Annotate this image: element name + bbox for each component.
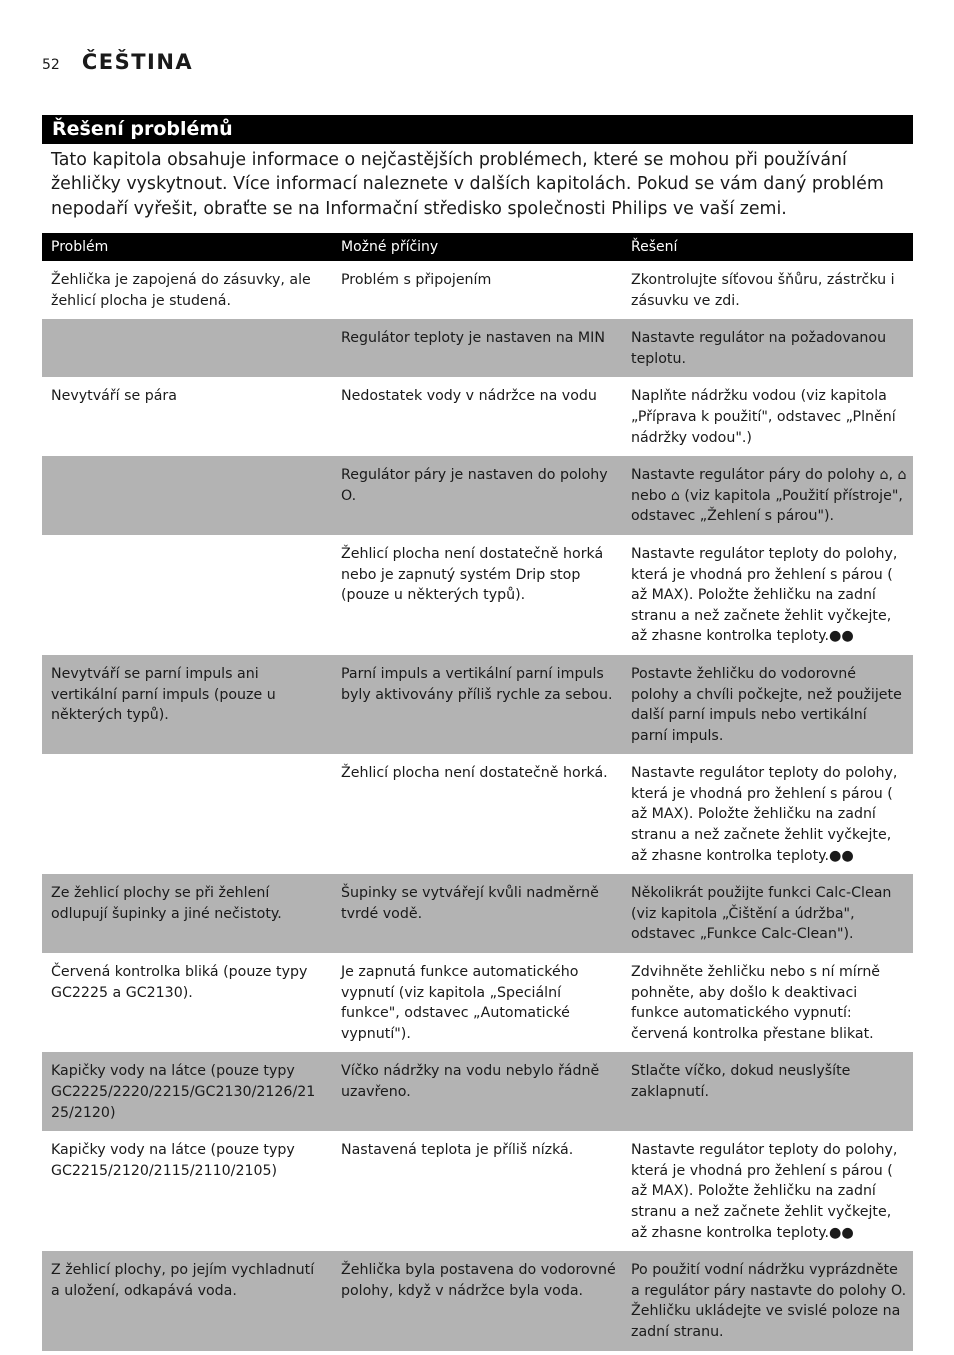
table-body	[42, 261, 913, 1351]
cause-cell: Víčko nádržky na vodu nebylo řádně uzavřeno.	[332, 1052, 622, 1131]
table-row	[42, 377, 913, 456]
problem-cell: Ze žehlicí plochy se při žehlení odlupují šupinky a jiné nečistoty.	[42, 874, 332, 953]
solution-cell: Zkontrolujte síťovou šňůru, zástrčku i zásuvku ve zdi.	[631, 272, 895, 309]
cause-cell: Šupinky se vytvářejí kvůli nadměrně tvrdé vodě.	[332, 874, 622, 953]
cause-cell: Regulátor teploty je nastaven na MIN	[332, 319, 622, 377]
problem-cell: Nevytváří se pára	[51, 388, 177, 405]
solution-cell: Po použití vodní nádržku vyprázdněte a regulátor páry nastavte do polohy O. Žehličku ukládejte ve svislé poloze na zadní stranu.	[622, 1251, 913, 1350]
solution-cell: Postavte žehličku do vodorovné polohy a chvíli počkejte, než použijete další parní impuls nebo vertikální parní impuls.	[622, 655, 913, 754]
cause-cell: Žehlicí plocha není dostatečně horká nebo je zapnutý systém Drip stop (pouze u některých typů).	[341, 545, 604, 604]
cause-cell: Problém s připojením	[341, 272, 492, 288]
table-row	[42, 754, 913, 874]
solution-cell: Nastavte regulátor páry do polohy ⌂, ⌂ nebo ⌂ (viz kapitola „Použití přístroje", odstavec „Žehlení s párou").	[622, 456, 913, 535]
table-row	[42, 319, 913, 377]
problem-cell	[42, 754, 332, 874]
solution-cell: Nastavte regulátor na požadovanou teplotu.	[622, 319, 913, 377]
table-row	[42, 1052, 913, 1131]
cause-cell: Nastavená teplota je příliš nízká.	[341, 1142, 574, 1159]
header-solution: Řešení	[622, 233, 913, 261]
problem-cell: Červená kontrolka bliká (pouze typy GC2225 a GC2130).	[51, 964, 308, 1001]
problem-cell: Kapičky vody na látce (pouze typy GC2215/2120/2115/2110/2105)	[51, 1142, 295, 1179]
solution-cell: Naplňte nádržku vodou (viz kapitola „Příprava k použití", odstavec „Plnění nádržky vodou".)	[631, 388, 896, 446]
table-header-row	[42, 233, 913, 261]
problem-cell: Nevytváří se parní impuls ani vertikální parní impuls (pouze u některých typů).	[42, 655, 332, 754]
problem-cell: Žehlička je zapojená do zásuvky, ale žehlicí plocha je studená.	[51, 272, 311, 309]
problem-cell: Z žehlicí plochy, po jejím vychladnutí a uložení, odkapává voda.	[42, 1251, 332, 1350]
cause-cell: Regulátor páry je nastaven do polohy O.	[332, 456, 622, 535]
table-row	[42, 261, 913, 319]
table-row	[42, 655, 913, 754]
cause-cell: Žehlicí plocha není dostatečně horká.	[341, 765, 608, 782]
table-row	[42, 535, 913, 655]
problem-cell	[42, 535, 332, 655]
troubleshooting-table	[42, 233, 913, 1351]
solution-cell: Stlačte víčko, dokud neuslyšíte zaklapnutí.	[622, 1052, 913, 1131]
problem-cell	[42, 456, 332, 535]
problem-cell: Kapičky vody na látce (pouze typy GC2225/2220/2215/GC2130/2126/21 25/2120)	[42, 1052, 332, 1131]
table-row	[42, 456, 913, 535]
solution-cell: Nastavte regulátor teploty do polohy, která je vhodná pro žehlení s párou ( až MAX). Položte žehličku na zadní stranu a než začnete žehlit vyčkejte, až zhasne kontrolka teploty.●●	[631, 765, 898, 864]
page-language-title: ČEŠTINA	[81, 50, 194, 74]
section-title: Řešení problémů	[42, 115, 913, 144]
solution-cell: Zdvihněte žehličku nebo s ní mírně pohněte, aby došlo k deaktivaci funkce automatického vypnutí: červená kontrolka přestane blikat.	[631, 964, 881, 1042]
cause-cell: Nedostatek vody v nádržce na vodu	[341, 388, 597, 405]
cause-cell: Je zapnutá funkce automatického vypnutí (viz kapitola „Speciální funkce", odstavec „Automatické vypnutí").	[341, 964, 579, 1042]
header-cause: Možné příčiny	[332, 233, 622, 261]
intro-paragraph: Tato kapitola obsahuje informace o nejčastějších problémech, které se mohou při používání žehličky vyskytnout. Více informací naleznete v dalších kapitolách. Pokud se vám daný problém nepodaří vyřešit, obraťte se na Informační středisko společnosti Philips ve vaší zemi.	[51, 150, 884, 219]
solution-cell: Nastavte regulátor teploty do polohy, která je vhodná pro žehlení s párou ( až MAX). Položte žehličku na zadní stranu a než začnete žehlit vyčkejte, až zhasne kontrolka teploty.●●	[631, 1142, 898, 1241]
solution-cell: Několikrát použijte funkci Calc-Clean (viz kapitola „Čištění a údržba", odstavec „Funkce Calc-Clean").	[622, 874, 913, 953]
page-number: 52	[42, 57, 60, 73]
table-row	[42, 1131, 913, 1251]
solution-cell: Nastavte regulátor teploty do polohy, která je vhodná pro žehlení s párou ( až MAX). Položte žehličku na zadní stranu a než začnete žehlit vyčkejte, až zhasne kontrolka teploty.●●	[631, 545, 898, 645]
cause-cell: Parní impuls a vertikální parní impuls byly aktivovány příliš rychle za sebou.	[332, 655, 622, 754]
cause-cell: Žehlička byla postavena do vodorovné polohy, když v nádržce byla voda.	[332, 1251, 622, 1350]
problem-cell	[42, 319, 332, 377]
table-row	[42, 953, 913, 1052]
table-row	[42, 874, 913, 953]
page-header	[42, 50, 193, 80]
table-row	[42, 1251, 913, 1350]
header-problem: Problém	[42, 233, 332, 261]
